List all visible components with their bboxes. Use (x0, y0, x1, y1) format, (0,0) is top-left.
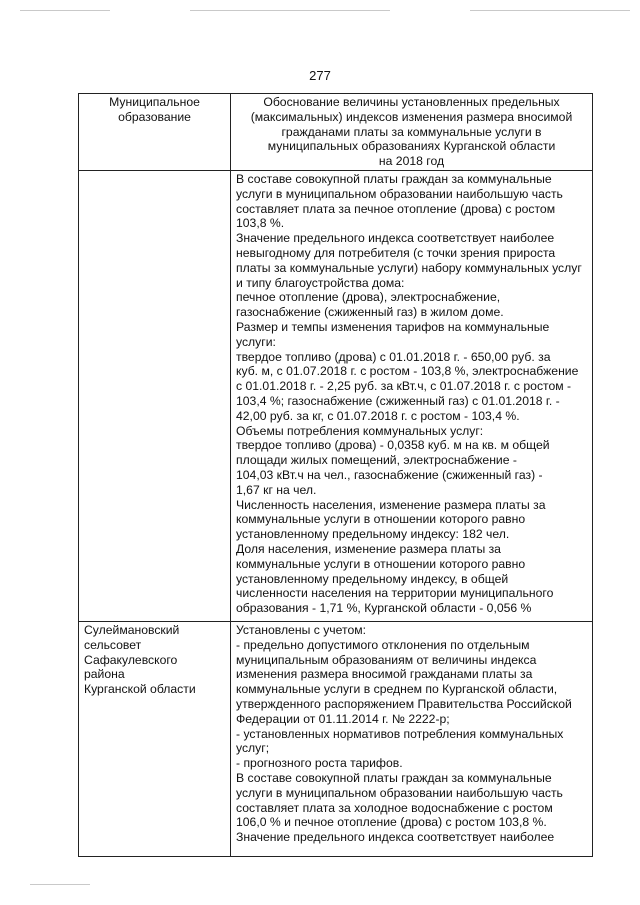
justification-line: составляет плата за холодное водоснабжение с ростом (236, 800, 553, 815)
justification-line: 42,00 руб. за кг, с 01.07.2018 г. с ростом - 103,4 %. (236, 408, 520, 423)
justification-line: платы за коммунальные услуги) набору коммунальных услуг (236, 260, 582, 275)
scan-artifact-top-right (470, 10, 630, 11)
page-number: 277 (309, 68, 331, 83)
header-municipality (79, 94, 231, 171)
justification-line: В составе совокупной платы граждан за коммунальные (236, 171, 552, 186)
justification-line: коммунальные услуги в отношении которого равно (236, 512, 526, 527)
justification-line: Численность населения, изменение размера платы за (236, 497, 546, 512)
municipality-line: Сафакулевского (84, 652, 178, 667)
justification-table (78, 93, 593, 857)
justification-line: 106,0 % и печное отопление (дрова) с ростом 103,8 %. (236, 815, 547, 830)
scan-artifact-bottom-left (30, 884, 90, 885)
justification-line: услуги: (236, 334, 276, 349)
justification-line: составляет плата за печное отопление (дрова) с ростом (236, 201, 556, 216)
justification-line: услуги в муниципальном образовании наибольшую часть (236, 186, 563, 201)
justification-line: 104,03 кВт.ч на чел., газоснабжение (сжиженный газ) - (236, 467, 543, 482)
justification-line: и типу благоустройства дома: (236, 275, 405, 290)
justification-line: образования - 1,71 %, Курганской области - 0,056 % (236, 601, 532, 616)
justification-line: муниципальным образованиям от величины индекса (236, 652, 537, 667)
municipality-cell-empty (79, 170, 231, 621)
header-justification-line: гражданами платы за коммунальные услуги в (281, 124, 542, 139)
justification-line: коммунальные услуги в среднем по Курганской области, (236, 682, 558, 697)
justification-line: изменения размера вносимой гражданами платы за (236, 667, 533, 682)
justification-line: Значение предельного индекса соответствует наиболее (236, 231, 555, 246)
justification-line: твердое топливо (дрова) - 0,0358 куб. м на кв. м общей (236, 438, 550, 453)
header-justification-line: (максимальных) индексов изменения размера вносимой (250, 109, 573, 124)
justification-line: 103,4 %; газоснабжение (сжиженный газ) с 01.01.2018 г. - (236, 393, 560, 408)
justification-cell (231, 621, 593, 856)
table-row (79, 621, 593, 856)
table-header-row (79, 94, 593, 171)
justification-line: коммунальные услуги в отношении которого равно (236, 556, 526, 571)
justification-line: численности населения на территории муниципального (236, 586, 554, 601)
justification-line: твердое топливо (дрова) с 01.01.2018 г. - 650,00 руб. за (236, 349, 551, 364)
justification-line: с 01.01.2018 г. - 2,25 руб. за кВт.ч, с 01.07.2018 г. с ростом - (236, 379, 572, 394)
header-municipality-line: образование (118, 109, 191, 124)
justification-line: газоснабжение (сжиженный газ) в жилом доме. (236, 305, 504, 320)
justification-line: установленному предельному индексу: 182 чел. (236, 527, 510, 542)
justification-line: В составе совокупной платы граждан за коммунальные (236, 770, 552, 785)
header-municipality-line: Муниципальное (109, 95, 200, 109)
justification-line: Федерации от 01.11.2014 г. № 2222-р; (236, 711, 450, 726)
scan-artifact-top-mid (190, 10, 390, 11)
header-justification-line: на 2018 год (378, 154, 445, 169)
municipality-line: района (84, 667, 125, 682)
municipality-line: сельсовет (84, 637, 142, 652)
justification-line: печное отопление (дрова), электроснабжение, (236, 290, 501, 305)
justification-line: услуги в муниципальном образовании наибольшую часть (236, 785, 563, 800)
justification-line: площади жилых помещений, электроснабжение - (236, 453, 517, 468)
justification-line: - предельно допустимого отклонения по отдельным (236, 637, 530, 652)
header-justification-line: муниципальных образованиях Курганской области (267, 139, 556, 154)
justification-line: 103,8 %. (236, 216, 285, 231)
municipality-line: Курганской области (84, 682, 196, 697)
justification-line: услуг; (236, 741, 270, 756)
justification-line: - установленных нормативов потребления коммунальных (236, 726, 564, 741)
justification-line: невыгодному для потребителя (с точки зрения прироста (236, 245, 556, 260)
justification-line: - прогнозного роста тарифов. (236, 756, 403, 771)
justification-line: 1,67 кг на чел. (236, 482, 317, 497)
header-justification (231, 94, 593, 171)
justification-line: Значение предельного индекса соответствует наиболее (236, 830, 555, 845)
municipality-line: Сулеймановский (84, 622, 180, 637)
header-justification-line: Обоснование величины установленных предельных (263, 95, 560, 109)
municipality-cell (79, 621, 231, 856)
justification-line: утвержденного распоряжением Правительства Российской (236, 696, 572, 711)
scan-artifact-top-left (20, 10, 110, 11)
table-row (79, 170, 593, 621)
justification-line: куб. м, с 01.07.2018 г. с ростом - 103,8 %, электроснабжение (236, 364, 579, 379)
justification-line: установленному предельному индексу, в общей (236, 571, 509, 586)
justification-line: Размер и темпы изменения тарифов на коммунальные (236, 319, 550, 334)
justification-line: Установлены с учетом: (236, 622, 366, 637)
justification-cell (231, 170, 593, 621)
justification-line: Доля населения, изменение размера платы за (236, 541, 501, 556)
justification-line: Объемы потребления коммунальных услуг: (236, 423, 484, 438)
